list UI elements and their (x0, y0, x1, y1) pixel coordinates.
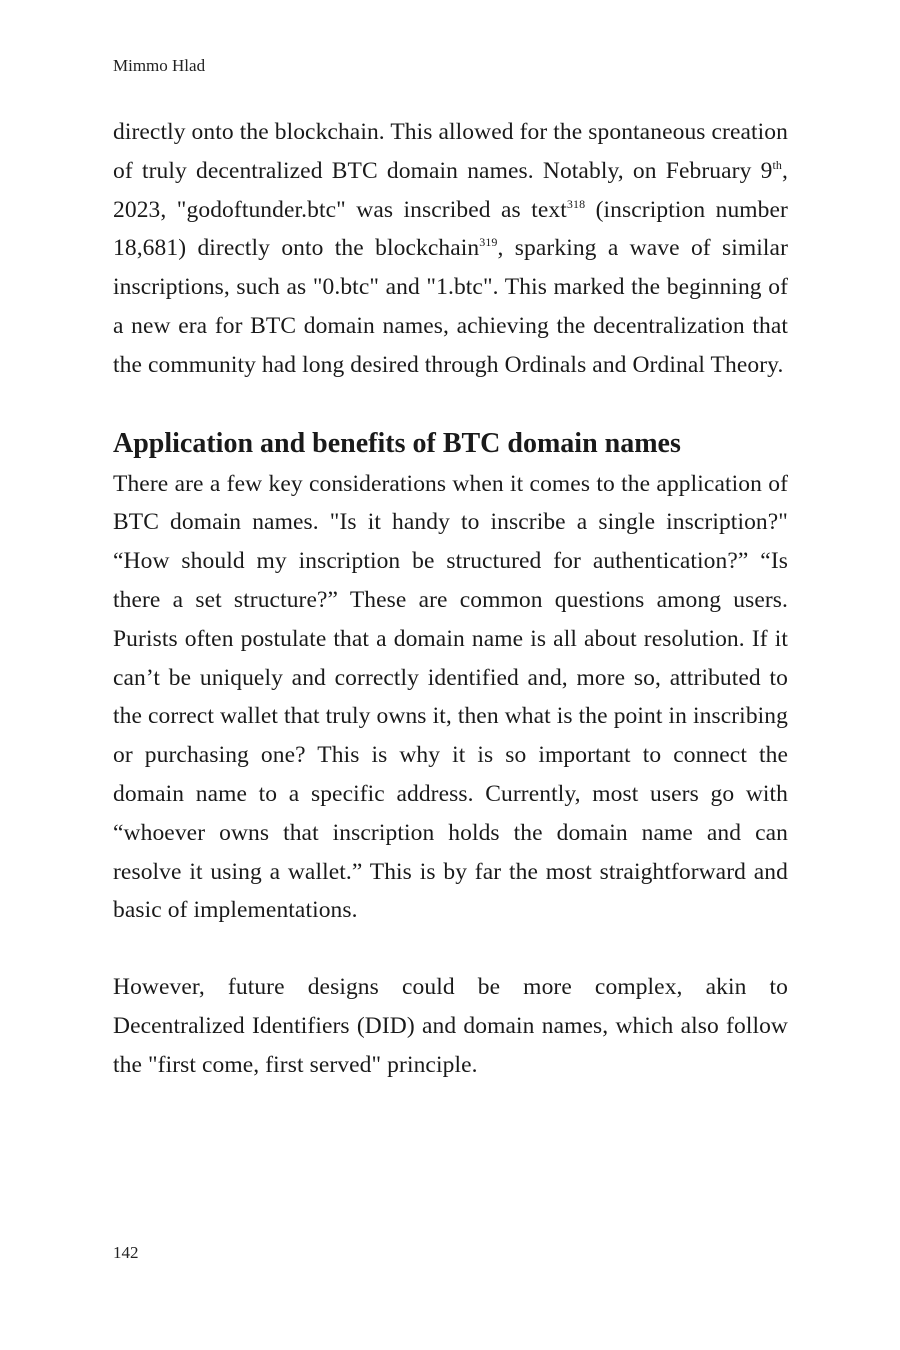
page-number: 142 (113, 1243, 139, 1262)
paragraph-intro-text-3: (inscription number 18,681) directly onto the blockchain (113, 196, 788, 262)
section-heading: Application and benefits of BTC domain names (113, 427, 681, 459)
paragraph-application: There are a few key considerations when it comes to the application of BTC domain names. "Is it handy to inscribe a single inscription?" “How should my inscription be structured for authentication?” “Is there a set structure?” These are common questions among users. Purists often postulate that a domain name is all about resolution. If it can’t be uniquely and correctly identified and, more so, attributed to the correct wallet that truly owns it, then what is the point in inscribing or purchasing one? This is why it is so important to connect the domain name to a specific address. Currently, most users go with “whoever owns that inscription holds the domain name and can resolve it using a wallet.” This is by far the most straightforward and basic of implementations. (113, 470, 788, 924)
paragraph-intro (113, 113, 788, 385)
footnote-ref-319[interactable]: 319 (479, 235, 498, 250)
footnote-ref-318[interactable]: 318 (566, 196, 586, 211)
superscript-ordinal: th (772, 157, 783, 172)
paragraph-intro-text-1: directly onto the blockchain. This allowed for the spontaneous creation of truly decentralized BTC domain names. Notably, on February 9 (113, 119, 788, 184)
paragraph-intro-text-4: , sparking a wave of similar inscriptions, such as "0.btc" and "1.btc". This marked the beginning of a new era for BTC domain names, achieving the decentralization that the community had long desired through Ordinals and Ordinal Theory. (113, 235, 788, 378)
paragraph-future-designs: However, future designs could be more complex, akin to Decentralized Identifiers (DID) and domain names, which also follow the "first come, first served" principle. (113, 974, 788, 1078)
page-body (113, 113, 788, 1085)
paragraph-intro-text-2: , 2023, "godoftunder.btc" was inscribed as text (113, 157, 788, 223)
running-header-author: Mimmo Hlad (113, 56, 206, 75)
